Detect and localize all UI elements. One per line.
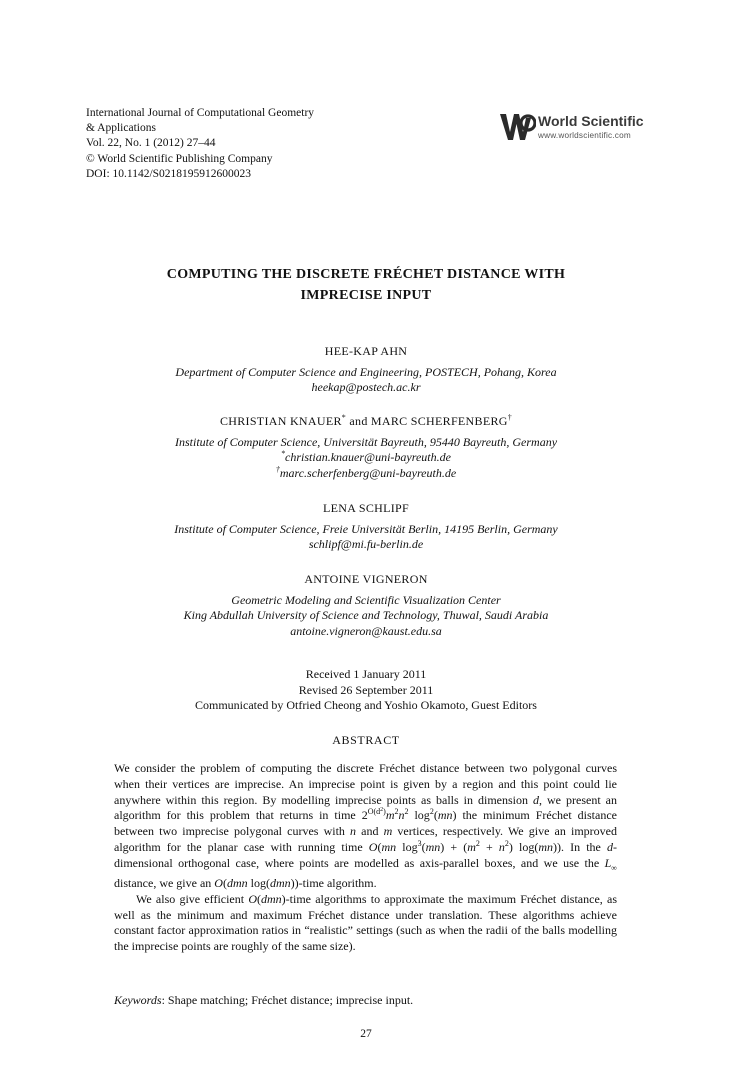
abstract-text: vertices, respectively. We give an improved algorithm for the planar case with running time: [114, 824, 617, 854]
author-email-scherfenberg: [86, 466, 646, 482]
author-name: HEE-KAP AHN: [324, 344, 408, 358]
math-time-bound-3: O(dmn log(dmn)): [214, 875, 299, 890]
date-revised: Revised 26 September 2011: [298, 682, 434, 697]
author-email: antoine.vigneron@kaust.edu.sa: [290, 623, 442, 638]
abstract-text: We also give efficient: [136, 891, 249, 906]
publisher-logo: [498, 110, 648, 144]
abstract-body: [114, 761, 617, 955]
journal-copyright: © World Scientific Publishing Company: [86, 152, 273, 165]
communicated-by: Communicated by Otfried Cheong and Yoshio Okamoto, Guest Editors: [195, 698, 537, 712]
author-affiliation: Department of Computer Science and Engineering, POSTECH, Pohang, Korea: [175, 364, 557, 379]
publisher-url: www.worldscientific.com: [538, 131, 631, 140]
math-time-bound-2: O(mn $\log^3(mn) + (m^2 + n^2)$ log(mn)): [368, 838, 562, 854]
email-text: marc.scherfenberg@uni-bayreuth.de: [279, 465, 457, 480]
footnote-mark-dagger: †: [507, 413, 513, 422]
abstract-text: -dimensional orthogonal case, where points are modelled as axis-parallel boxes, and we use the: [114, 839, 617, 870]
abstract-text: and: [356, 824, 384, 839]
title-line-1: COMPUTING THE DISCRETE FRÉCHET DISTANCE WITH: [166, 267, 566, 282]
author-affiliation-1: Geometric Modeling and Scientific Visualization Center: [231, 592, 501, 607]
author-block-vigneron: [86, 572, 646, 639]
footnote-mark-star: *: [281, 449, 286, 458]
publisher-name: World Scientific: [538, 113, 644, 129]
journal-doi: DOI: 10.1142/S0218195912600023: [86, 167, 252, 180]
page-number: 27: [360, 1028, 372, 1040]
math-var-m: m: [383, 824, 393, 839]
abstract-text: -time algorithms to approximate the maximum Fréchet distance, as well as the minimum and maximum Fréchet distance under translation. These algorithms achieve constant factor approximation ratios in “realistic” settings (such as when the radii of the balls modelling the imprecise points are roughly of the same size).: [114, 891, 617, 954]
journal-volume: Vol. 22, No. 1 (2012) 27–44: [86, 137, 216, 150]
abstract-text: . In the: [561, 839, 607, 854]
author-block-knauer-scherfenberg: [86, 414, 646, 481]
abstract-heading: ABSTRACT: [332, 733, 400, 747]
footnote-mark-star: *: [341, 413, 347, 422]
abstract-text: We consider the problem of computing the discrete Fréchet distance between two polygonal curves when their vertices are imprecise. An imprecise point is given by a region and this point could lie anywhere within this region. By modelling imprecise points as balls in dimension: [114, 761, 617, 807]
author-block-schlipf: [86, 501, 646, 553]
math-time-bound-4: O(dmn): [248, 891, 286, 906]
author-affiliation-2: King Abdullah University of Science and Technology, Thuwal, Saudi Arabia: [183, 608, 549, 622]
title-line-2: IMPRECISE INPUT: [300, 288, 432, 303]
abstract-text: the minimum Fréchet distance between two imprecise polygonal curves with: [114, 808, 617, 839]
email-text: christian.knauer@uni-bayreuth.de: [285, 450, 451, 464]
journal-name-cont: & Applications: [86, 122, 156, 135]
math-var-n: n: [350, 824, 357, 839]
author-affiliation: Institute of Computer Science, Universität Bayreuth, 95440 Bayreuth, Germany: [174, 434, 558, 449]
abstract-text: , we present an algorithm for this problem that returns in time: [114, 792, 617, 823]
author-names: [86, 414, 646, 430]
math-var-d: d: [533, 792, 539, 807]
math-linf: $L_\infty$: [604, 855, 617, 873]
author-name: ANTOINE VIGNERON: [304, 572, 428, 586]
keywords-label: Keywords: [114, 993, 162, 1007]
submission-dates: [86, 667, 646, 714]
author-email: heekap@postech.ac.kr: [311, 380, 421, 394]
keywords-text: : Shape matching; Fréchet distance; imprecise input.: [161, 993, 414, 1007]
author-name: LENA SCHLIPF: [323, 501, 409, 515]
paper-title: [86, 264, 646, 306]
math-time-bound-1: $2^{O(d^2)}m^2n^2$ $\log^2(mn)$: [361, 807, 457, 823]
author-email: schlipf@mi.fu-berlin.de: [308, 537, 424, 551]
abstract-paragraph-1: [114, 761, 617, 892]
journal-name: International Journal of Computational Geometry: [86, 107, 315, 119]
author-name-knauer: CHRISTIAN KNAUER: [219, 414, 342, 428]
author-email-knauer: [86, 450, 646, 466]
author-block-ahn: [86, 344, 646, 396]
author-affiliation: Institute of Computer Science, Freie Universität Berlin, 14195 Berlin, Germany: [174, 521, 558, 536]
abstract-text: -time algorithm.: [298, 875, 377, 890]
math-var-d: d: [607, 839, 613, 854]
keywords: [114, 993, 617, 1009]
footnote-mark-dagger: †: [275, 464, 280, 474]
abstract-text: distance, we give an: [114, 875, 215, 890]
date-received: Received 1 January 2011: [305, 667, 427, 681]
abstract-paragraph-2: [114, 892, 617, 955]
author-name-scherfenberg: MARC SCHERFENBERG: [370, 414, 508, 428]
journal-info: [86, 106, 314, 182]
author-connector: and: [346, 414, 371, 428]
world-scientific-logo-icon: [498, 110, 536, 144]
